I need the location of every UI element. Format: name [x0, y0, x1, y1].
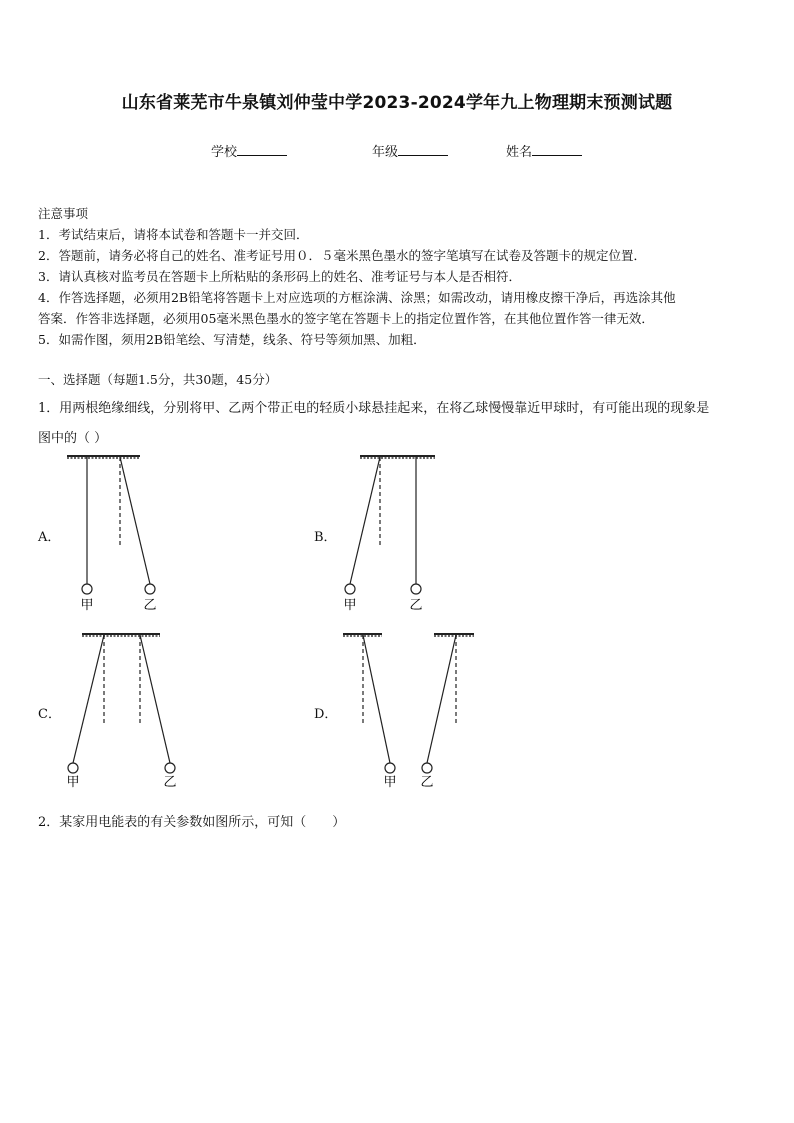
option-a-diagram: [60, 448, 170, 618]
name-label: 姓名: [506, 145, 533, 160]
notice-item: 3．请认真核对监考员在答题卡上所粘贴的条形码上的姓名、准考证号与本人是否相符．: [38, 269, 521, 284]
grade-label: 年级: [372, 145, 399, 160]
grade-blank: [398, 143, 448, 156]
question-1-stem: 1．用两根绝缘细线，分别将甲、乙两个带正电的轻质小球悬挂起来，在将乙球慢慢靠近甲球时，有可能出现的现象是: [38, 401, 710, 416]
name-blank: [532, 143, 582, 156]
notice-item: 答案．作答非选择题，必须用05毫米黑色墨水的签字笔在答题卡上的指定位置作答，在其他位置作答一律无效．: [38, 311, 654, 326]
school-field: [211, 141, 287, 160]
notice-item: 5．如需作图，须用2B铅笔绘、写清楚，线条、符号等须加黑、加粗．: [38, 332, 426, 347]
option-d-diagram: [340, 626, 480, 796]
notice-heading: 注意事项: [38, 206, 89, 221]
ball-a-label: 甲: [80, 598, 94, 613]
ball-b-label: 乙: [420, 775, 434, 790]
option-b-diagram: [340, 448, 450, 618]
name-field: [506, 141, 582, 160]
option-a-label: A．: [38, 530, 61, 545]
option-d-label: D．: [314, 707, 338, 722]
ball-a-label: 甲: [343, 598, 357, 613]
ball-a-label: 甲: [383, 775, 397, 790]
ball-b-label: 乙: [143, 598, 157, 613]
notice-item: 1．考试结束后，请将本试卷和答题卡一并交回．: [38, 227, 309, 242]
grade-field: [372, 141, 448, 160]
ball-b-label: 乙: [409, 598, 423, 613]
ball-a-label: 甲: [66, 775, 80, 790]
option-c-label: C．: [38, 707, 61, 722]
question-2-stem: 2．某家用电能表的有关参数如图所示，可知（ ）: [38, 815, 346, 830]
option-b-label: B．: [314, 530, 337, 545]
section-heading: 一、选择题（每题1.5分，共30题，45分）: [38, 372, 278, 387]
option-c-diagram: [60, 626, 190, 796]
school-label: 学校: [211, 145, 238, 160]
school-blank: [237, 143, 287, 156]
ball-b-label: 乙: [163, 775, 177, 790]
notice-item: 2．答题前，请务必将自己的姓名、准考证号用０．５毫米黑色墨水的签字笔填写在试卷及答题卡的规定位置．: [38, 248, 646, 263]
notice-item: 4．作答选择题，必须用2B铅笔将答题卡上对应选项的方框涂满、涂黑；如需改动，请用橡皮擦干净后，再选涂其他: [38, 290, 676, 305]
question-1-stem-cont: 图中的（ ）: [38, 431, 108, 446]
page-title: 山东省莱芜市牛泉镇刘仲莹中学2023-2024学年九上物理期末预测试题: [121, 93, 673, 113]
